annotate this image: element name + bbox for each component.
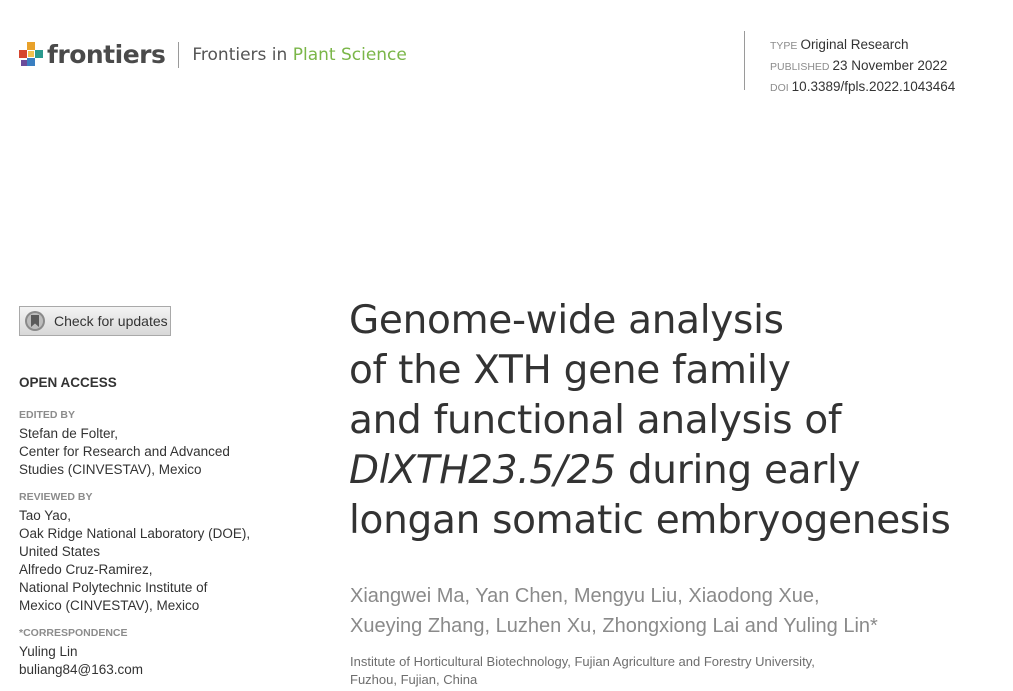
- affiliation-line: Fuzhou, Fujian, China: [350, 672, 478, 687]
- correspondence-heading: *CORRESPONDENCE: [19, 627, 128, 639]
- correspondence-body: [19, 643, 309, 679]
- meta-divider: [744, 31, 745, 90]
- journal-field: Plant Science: [292, 45, 407, 65]
- check-for-updates-button[interactable]: [19, 306, 171, 336]
- reviewer-line: Alfredo Cruz-Ramirez,: [19, 562, 153, 577]
- meta-type-row: [770, 35, 955, 56]
- author-line: Xiangwei Ma, Yan Chen, Mengyu Liu, Xiaodong Xue,: [350, 585, 820, 607]
- meta-type-label: TYPE: [770, 40, 798, 52]
- title-line-rest: during early: [615, 448, 861, 493]
- bookmark-badge-icon: [24, 310, 46, 332]
- correspondence-email-link[interactable]: buliang84@163.com: [19, 662, 144, 677]
- reviewer-line: National Polytechnic Institute of: [19, 580, 208, 595]
- edited-by-heading: EDITED BY: [19, 409, 76, 421]
- author-line: Xueying Zhang, Luzhen Xu, Zhongxiong Lai and Yuling Lin*: [350, 615, 878, 637]
- reviewer-line: Mexico (CINVESTAV), Mexico: [19, 598, 200, 613]
- edited-by-body: [19, 425, 309, 479]
- title-line: longan somatic embryogenesis: [349, 498, 951, 543]
- title-line: [349, 446, 999, 496]
- article-title: [349, 296, 999, 546]
- journal-prefix: Frontiers in: [192, 45, 288, 65]
- title-line: and functional analysis of: [349, 398, 842, 443]
- title-line: of the XTH gene family: [349, 348, 791, 393]
- correspondence-name: Yuling Lin: [19, 644, 78, 659]
- article-sidebar: [19, 375, 309, 691]
- editor-line: Studies (CINVESTAV), Mexico: [19, 462, 202, 477]
- affiliation-line: Institute of Horticultural Biotechnology, Fujian Agriculture and Forestry University,: [350, 654, 815, 669]
- meta-type-value: Original Research: [800, 37, 909, 52]
- journal-name[interactable]: [192, 41, 406, 69]
- reviewed-by-heading: REVIEWED BY: [19, 491, 93, 503]
- affiliation: [350, 653, 815, 689]
- title-line: Genome-wide analysis: [349, 298, 784, 343]
- author-list: [350, 581, 878, 641]
- frontiers-logo-icon: [19, 42, 43, 68]
- reviewer-line: Tao Yao,: [19, 508, 72, 523]
- reviewer-line: United States: [19, 544, 101, 559]
- article-meta: [770, 35, 955, 98]
- meta-doi-row: [770, 77, 955, 98]
- meta-doi-label: DOI: [770, 82, 789, 94]
- editor-line: Center for Research and Advanced: [19, 444, 230, 459]
- check-for-updates-label: Check for updates: [54, 313, 168, 329]
- meta-published-row: [770, 56, 955, 77]
- logo-divider: [178, 42, 179, 68]
- open-access-label: OPEN ACCESS: [19, 375, 117, 390]
- meta-doi-link[interactable]: 10.3389/fpls.2022.1043464: [791, 79, 956, 94]
- logo-wordmark: frontiers: [47, 40, 166, 69]
- reviewed-by-body: [19, 507, 309, 615]
- meta-published-value: 23 November 2022: [832, 58, 948, 73]
- editor-line: Stefan de Folter,: [19, 426, 119, 441]
- title-gene-name: DlXTH23.5/25: [349, 448, 616, 493]
- reviewer-line: Oak Ridge National Laboratory (DOE),: [19, 526, 251, 541]
- frontiers-logo[interactable]: [19, 41, 407, 69]
- meta-published-label: PUBLISHED: [770, 61, 830, 73]
